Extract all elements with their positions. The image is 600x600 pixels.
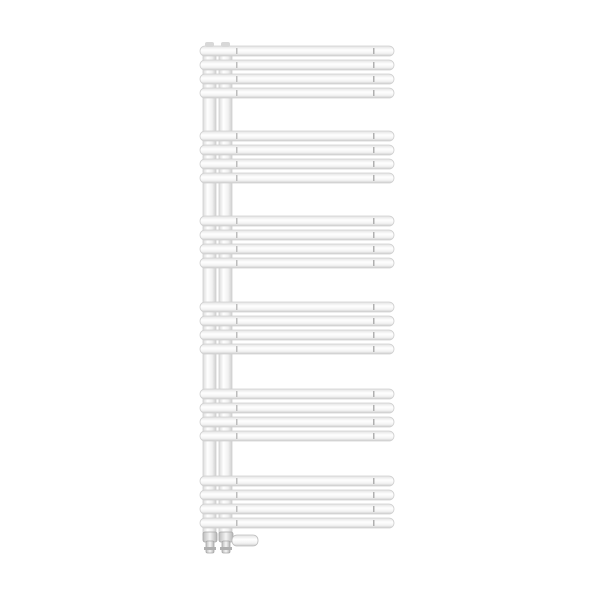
bar-joint-mark	[373, 246, 375, 252]
radiator-bar	[200, 344, 394, 354]
bar-joint-mark	[236, 175, 238, 181]
right-valve-body	[219, 532, 233, 542]
radiator-bar	[200, 216, 394, 226]
bar-joint-mark	[236, 260, 238, 266]
right-valve-nut	[220, 547, 232, 550]
bar-joint-mark	[236, 232, 238, 238]
bar-joint-mark	[236, 147, 238, 153]
bar-joint-mark	[236, 48, 238, 54]
radiator-bar	[200, 403, 394, 413]
bar-joint-mark	[373, 478, 375, 484]
bar-joint-mark	[236, 318, 238, 324]
bar-joint-mark	[373, 346, 375, 352]
radiator-bar	[200, 74, 394, 84]
bar-joint-mark	[373, 161, 375, 167]
radiator-bar	[200, 230, 394, 240]
bar-joint-mark	[373, 147, 375, 153]
bar-joint-mark	[236, 492, 238, 498]
bar-joint-mark	[373, 405, 375, 411]
radiator-bar	[200, 60, 394, 70]
radiator-bar	[200, 417, 394, 427]
radiator-bar	[200, 330, 394, 340]
bar-joint-mark	[236, 478, 238, 484]
thermostatic-head	[232, 535, 258, 546]
bar-joint-mark	[236, 90, 238, 96]
left-valve-nut	[204, 547, 216, 550]
radiator-bar	[200, 389, 394, 399]
bar-joint-mark	[236, 405, 238, 411]
bar-joint-mark	[373, 304, 375, 310]
left-valve-body	[203, 532, 217, 542]
radiator-bar	[200, 316, 394, 326]
radiator-bar	[200, 173, 394, 183]
bar-joint-mark	[236, 391, 238, 397]
bar-joint-mark	[236, 218, 238, 224]
bar-joint-mark	[373, 520, 375, 526]
bar-joint-mark	[373, 62, 375, 68]
bar-joint-mark	[236, 246, 238, 252]
bar-joint-mark	[373, 90, 375, 96]
bar-joint-mark	[373, 433, 375, 439]
bar-joint-mark	[373, 332, 375, 338]
right-top-cap	[221, 42, 230, 47]
bar-joint-mark	[373, 218, 375, 224]
radiator-bar	[200, 476, 394, 486]
bar-joint-mark	[236, 332, 238, 338]
bar-joint-mark	[373, 318, 375, 324]
bar-joint-mark	[373, 391, 375, 397]
radiator-bar	[200, 145, 394, 155]
bar-joint-mark	[373, 506, 375, 512]
radiator-bar	[200, 244, 394, 254]
bar-joint-mark	[236, 76, 238, 82]
left-collector-pipe	[203, 46, 216, 540]
radiator-bar	[200, 131, 394, 141]
bar-joint-mark	[236, 520, 238, 526]
bar-joint-mark	[236, 433, 238, 439]
bar-joint-mark	[373, 232, 375, 238]
bar-joint-mark	[236, 133, 238, 139]
bar-joint-mark	[236, 304, 238, 310]
radiator-bar	[200, 518, 394, 528]
right-collector-pipe	[219, 46, 232, 540]
left-top-cap	[205, 42, 214, 47]
radiator-bar	[200, 490, 394, 500]
radiator-bar	[200, 159, 394, 169]
radiator-bar	[200, 258, 394, 268]
bar-joint-mark	[373, 419, 375, 425]
radiator-bar	[200, 88, 394, 98]
bar-joint-mark	[236, 419, 238, 425]
bar-joint-mark	[373, 76, 375, 82]
bar-joint-mark	[236, 62, 238, 68]
bar-joint-mark	[373, 48, 375, 54]
radiator-bar	[200, 46, 394, 56]
bar-joint-mark	[373, 133, 375, 139]
bar-joint-mark	[373, 492, 375, 498]
bar-joint-mark	[373, 260, 375, 266]
radiator-bar	[200, 431, 394, 441]
radiator-bar	[200, 504, 394, 514]
bar-joint-mark	[236, 346, 238, 352]
bar-joint-mark	[373, 175, 375, 181]
bar-joint-mark	[236, 506, 238, 512]
radiator-bar	[200, 302, 394, 312]
bar-joint-mark	[236, 161, 238, 167]
